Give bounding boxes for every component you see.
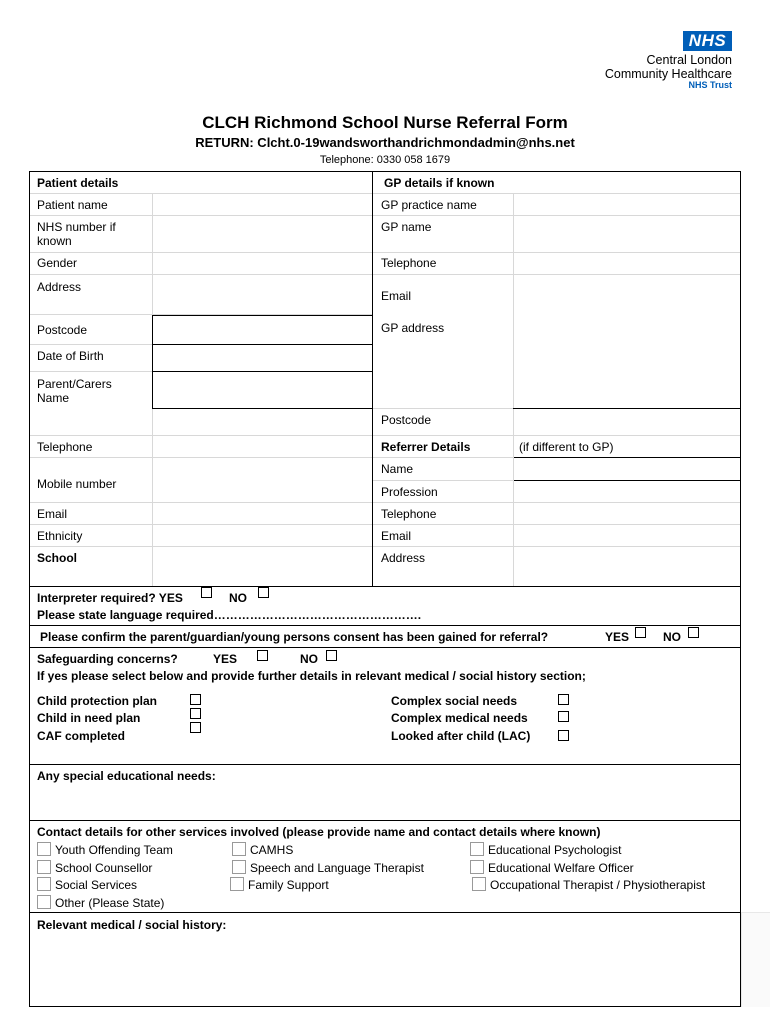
history-label: Relevant medical / social history: bbox=[37, 918, 227, 932]
youth-offending-label: Youth Offending Team bbox=[55, 843, 173, 857]
dob-label: Date of Birth bbox=[37, 349, 104, 363]
safeguarding-no-checkbox[interactable] bbox=[326, 650, 337, 661]
child-in-need-label: Child in need plan bbox=[37, 711, 141, 725]
sen-label: Any special educational needs: bbox=[37, 769, 216, 783]
gp-address-label: GP address bbox=[381, 321, 445, 335]
lac-label: Looked after child (LAC) bbox=[391, 729, 531, 743]
complex-social-label: Complex social needs bbox=[391, 694, 518, 708]
dob-field[interactable] bbox=[153, 345, 372, 371]
org-name-line2: Community Healthcare bbox=[604, 67, 732, 81]
interpreter-yes-checkbox[interactable] bbox=[201, 587, 212, 598]
services-heading: Contact details for other services involved (please provide name and contact details where known) bbox=[37, 825, 601, 839]
welfare-officer-label: Educational Welfare Officer bbox=[488, 861, 634, 875]
other-checkbox[interactable] bbox=[37, 895, 51, 909]
referrer-details-heading: Referrer Details bbox=[381, 440, 471, 454]
gp-email-label: Email bbox=[381, 289, 412, 303]
page-title: CLCH Richmond School Nurse Referral Form bbox=[202, 113, 568, 132]
camhs-checkbox[interactable] bbox=[232, 842, 246, 856]
ethnicity-field[interactable] bbox=[153, 525, 372, 546]
org-name-line3: NHS Trust bbox=[688, 80, 732, 90]
referrer-address-field[interactable] bbox=[514, 547, 740, 586]
gp-telephone-field[interactable] bbox=[514, 253, 740, 274]
parent-name-field-2[interactable] bbox=[153, 409, 372, 435]
referrer-name-field[interactable] bbox=[514, 458, 740, 480]
gp-telephone-label: Telephone bbox=[381, 256, 437, 270]
gp-postcode-field[interactable] bbox=[514, 409, 740, 435]
occupational-therapist-checkbox[interactable] bbox=[472, 877, 486, 891]
history-field[interactable] bbox=[30, 934, 740, 1006]
complex-medical-checkbox[interactable] bbox=[558, 711, 569, 722]
org-name-line1: Central London bbox=[646, 53, 732, 67]
gender-label: Gender bbox=[37, 256, 78, 270]
gp-email-field[interactable] bbox=[514, 275, 740, 314]
safeguarding-question: Safeguarding concerns? bbox=[37, 652, 178, 666]
telephone-line: Telephone: 0330 058 1679 bbox=[319, 154, 451, 166]
referrer-telephone-label: Telephone bbox=[381, 507, 437, 521]
referrer-telephone-field[interactable] bbox=[514, 503, 740, 524]
referrer-profession-label: Profession bbox=[381, 485, 438, 499]
educational-psychologist-label: Educational Psychologist bbox=[488, 843, 622, 857]
speech-language-checkbox[interactable] bbox=[232, 860, 246, 874]
gp-practice-field[interactable] bbox=[514, 194, 740, 215]
complex-medical-label: Complex medical needs bbox=[391, 711, 528, 725]
child-in-need-checkbox[interactable] bbox=[190, 708, 201, 719]
consent-yes-label: YES bbox=[605, 630, 630, 644]
family-support-label: Family Support bbox=[248, 878, 329, 892]
gp-address-field[interactable] bbox=[514, 315, 740, 408]
other-label: Other (Please State) bbox=[55, 896, 165, 910]
address-label: Address bbox=[37, 280, 82, 294]
telephone-field[interactable] bbox=[153, 436, 372, 457]
gender-field[interactable] bbox=[153, 253, 372, 274]
school-counsellor-checkbox[interactable] bbox=[37, 860, 51, 874]
referrer-name-label: Name bbox=[381, 462, 414, 476]
welfare-officer-checkbox[interactable] bbox=[470, 860, 484, 874]
patient-details-heading: Patient details bbox=[37, 176, 119, 190]
complex-social-checkbox[interactable] bbox=[558, 694, 569, 705]
email-field[interactable] bbox=[153, 503, 372, 524]
lac-checkbox[interactable] bbox=[558, 730, 569, 741]
email-label: Email bbox=[37, 507, 68, 521]
parent-name-label: Parent/Carers Name bbox=[37, 377, 112, 405]
parent-name-field[interactable] bbox=[153, 372, 372, 408]
interpreter-no-checkbox[interactable] bbox=[258, 587, 269, 598]
referrer-note: (if different to GP) bbox=[519, 440, 614, 454]
school-counsellor-label: School Counsellor bbox=[55, 861, 153, 875]
nhs-logo: NHS bbox=[683, 31, 732, 51]
consent-no-label: NO bbox=[663, 630, 681, 644]
mobile-field[interactable] bbox=[153, 458, 372, 502]
gp-details-heading: GP details if known bbox=[384, 176, 495, 190]
school-label: School bbox=[37, 551, 78, 565]
patient-name-label: Patient name bbox=[37, 198, 108, 212]
side-panel-edge bbox=[741, 912, 770, 1007]
telephone-label: Telephone bbox=[37, 440, 93, 454]
safeguarding-yes-checkbox[interactable] bbox=[257, 650, 268, 661]
educational-psychologist-checkbox[interactable] bbox=[470, 842, 484, 856]
nhs-number-label: NHS number if known bbox=[37, 220, 116, 248]
speech-language-label: Speech and Language Therapist bbox=[250, 861, 424, 875]
referrer-email-label: Email bbox=[381, 529, 412, 543]
consent-question: Please confirm the parent/guardian/young persons consent has been gained for referral? bbox=[40, 630, 549, 644]
postcode-label: Postcode bbox=[37, 323, 88, 337]
patient-name-field[interactable] bbox=[153, 194, 372, 215]
consent-yes-checkbox[interactable] bbox=[635, 627, 646, 638]
safeguarding-yes-label: YES bbox=[213, 652, 238, 666]
referrer-address-label: Address bbox=[381, 551, 426, 565]
caf-completed-checkbox[interactable] bbox=[190, 722, 201, 733]
ethnicity-label: Ethnicity bbox=[37, 529, 83, 543]
sen-field[interactable] bbox=[30, 785, 740, 820]
gp-postcode-label: Postcode bbox=[381, 413, 432, 427]
camhs-label: CAMHS bbox=[250, 843, 294, 857]
gp-practice-label: GP practice name bbox=[381, 198, 477, 212]
return-email: RETURN: Clcht.0-19wandsworthandrichmondadmin@nhs.net bbox=[195, 135, 575, 150]
social-services-label: Social Services bbox=[55, 878, 138, 892]
family-support-checkbox[interactable] bbox=[230, 877, 244, 891]
interpreter-no-label: NO bbox=[229, 591, 247, 605]
safeguarding-instruction: If yes please select below and provide further details in relevant medical / social history section; bbox=[37, 669, 586, 683]
caf-completed-label: CAF completed bbox=[37, 729, 126, 743]
interpreter-language-line: Please state language required……………………………………………. bbox=[37, 608, 422, 622]
social-services-checkbox[interactable] bbox=[37, 877, 51, 891]
postcode-field[interactable] bbox=[153, 316, 372, 344]
referrer-email-field[interactable] bbox=[514, 525, 740, 546]
occupational-therapist-label: Occupational Therapist / Physiotherapist bbox=[490, 878, 706, 892]
interpreter-question: Interpreter required? YES bbox=[37, 591, 183, 605]
gp-name-field[interactable] bbox=[514, 216, 740, 252]
youth-offending-checkbox[interactable] bbox=[37, 842, 51, 856]
child-protection-label: Child protection plan bbox=[37, 694, 157, 708]
nhs-number-field[interactable] bbox=[153, 216, 372, 252]
referrer-profession-field[interactable] bbox=[514, 481, 740, 502]
gp-name-label: GP name bbox=[381, 220, 432, 234]
school-field[interactable] bbox=[153, 547, 372, 586]
address-field[interactable] bbox=[153, 275, 372, 314]
mobile-label: Mobile number bbox=[37, 477, 117, 491]
safeguarding-no-label: NO bbox=[300, 652, 318, 666]
child-protection-checkbox[interactable] bbox=[190, 694, 201, 705]
consent-no-checkbox[interactable] bbox=[688, 627, 699, 638]
